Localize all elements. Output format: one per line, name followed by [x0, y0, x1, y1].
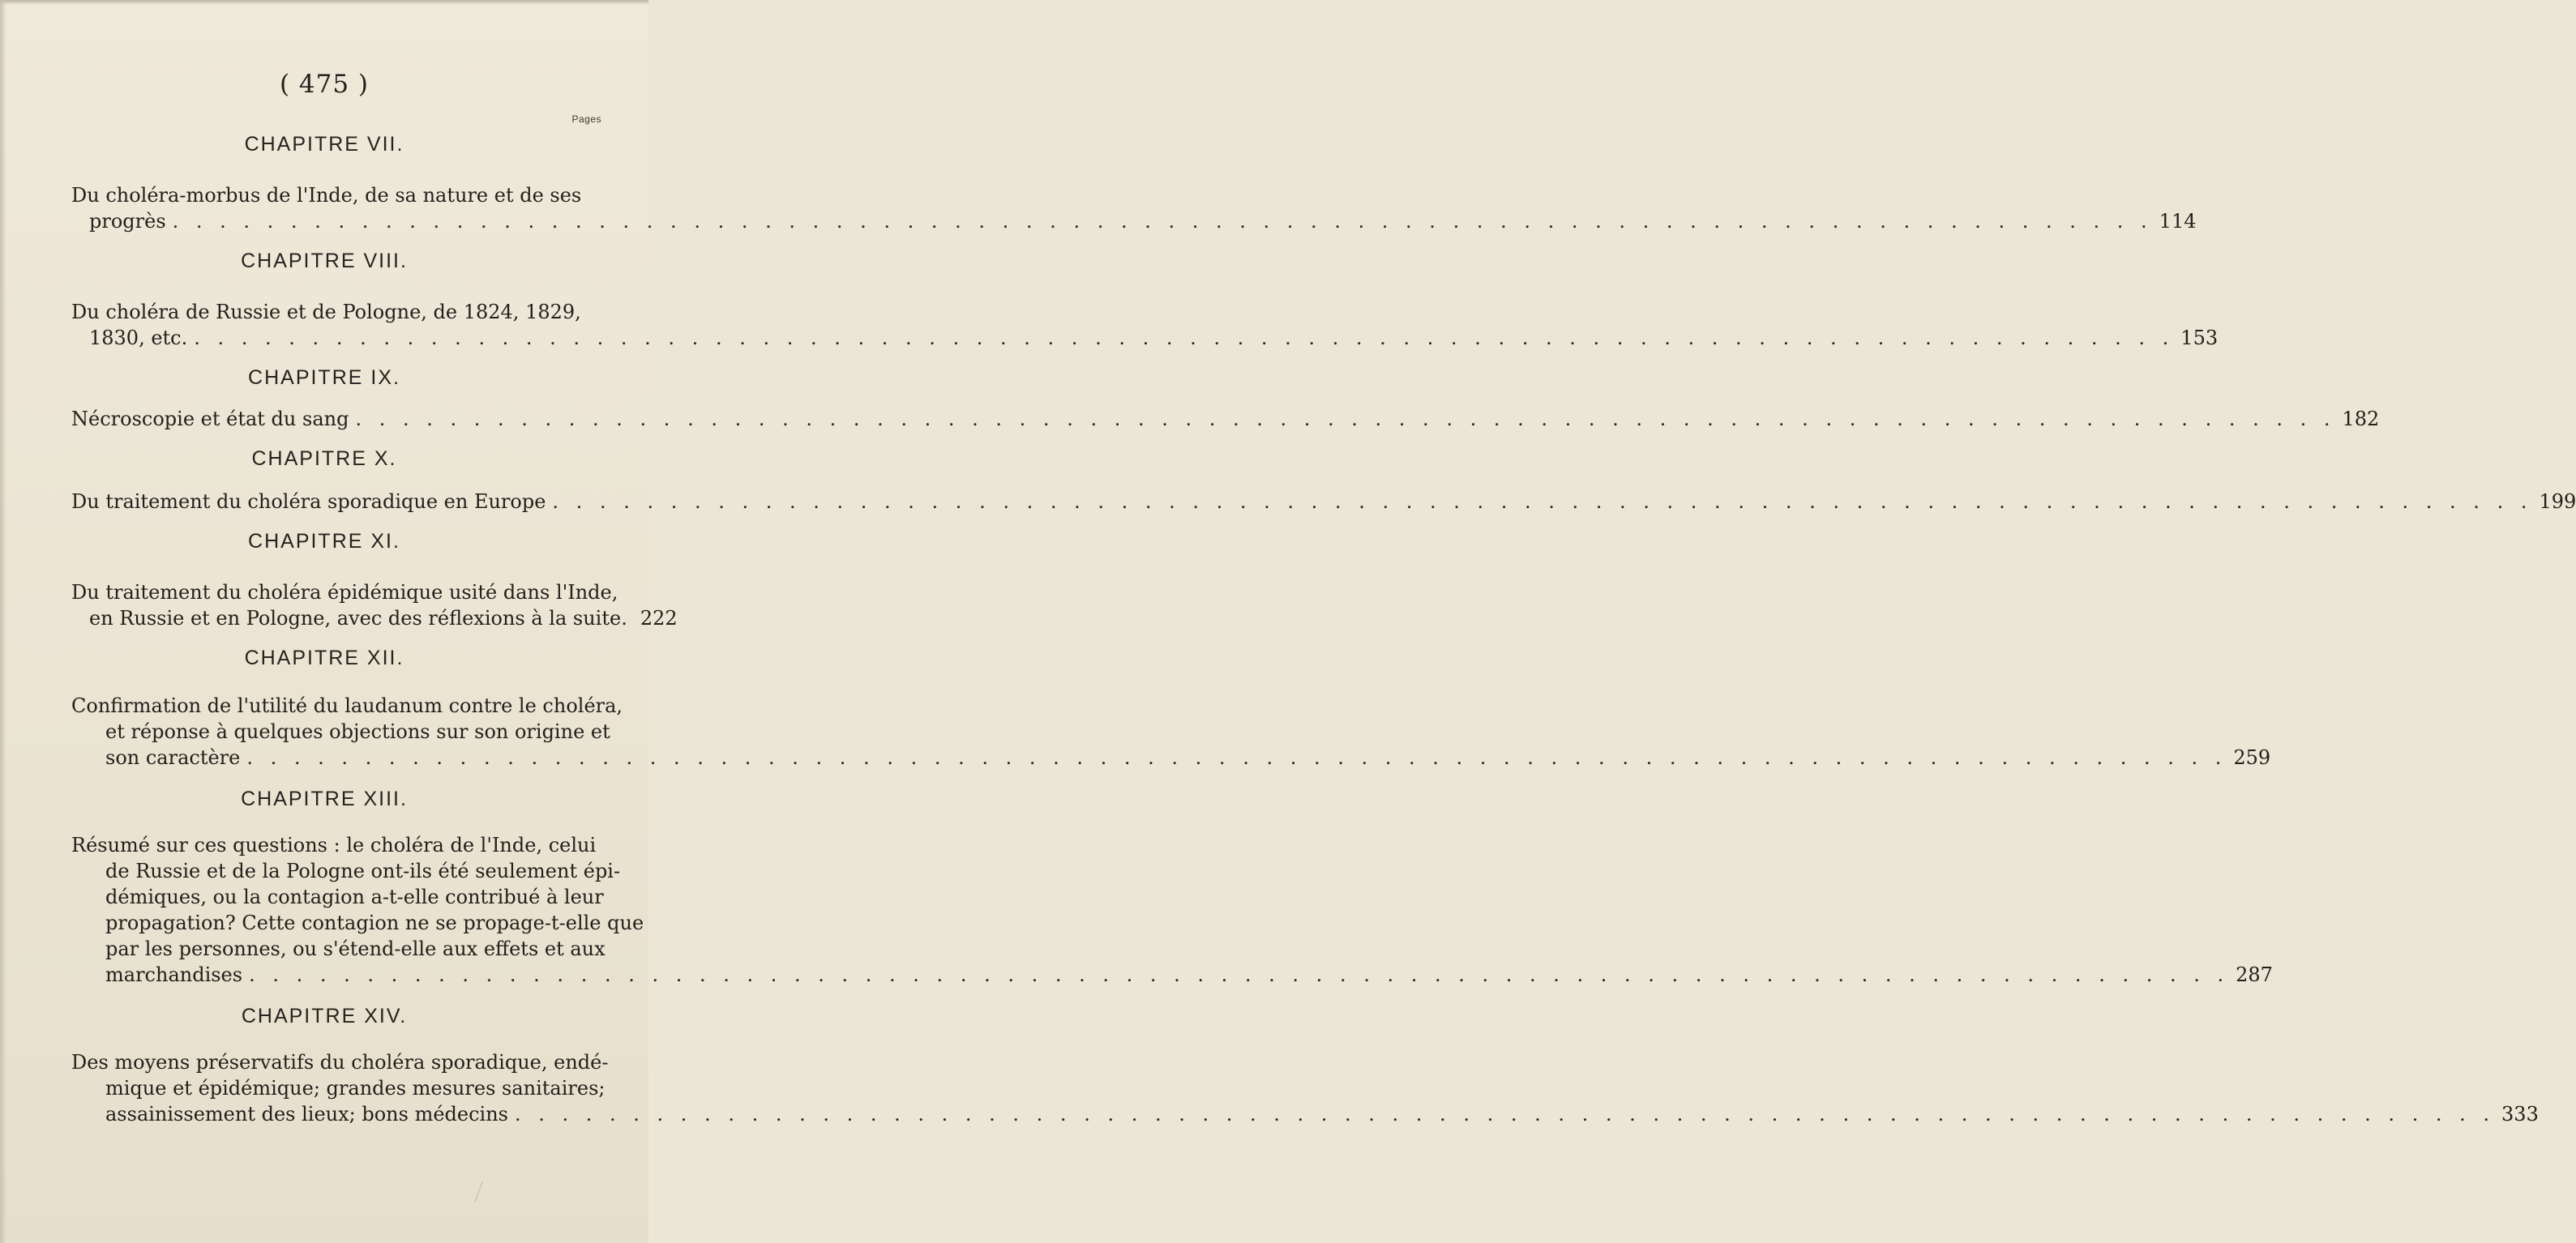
chapter-xii-entry: [105, 745, 2271, 770]
dot-leader: [246, 745, 2227, 770]
dot-leader: [249, 963, 2229, 987]
dot-leader: [515, 1102, 2495, 1126]
chapter-xiv-line-2: mique et épidémique; grandes mesures sanitaires;: [105, 1077, 605, 1100]
chapter-xiii-line-3: démiques, ou la contagion a-t-elle contribué à leur: [105, 886, 604, 908]
chapter-xiii-title: CHAPITRE XIII.: [241, 788, 408, 810]
page-left-edge: [0, 0, 6, 1243]
chapter-xiii-entry: [105, 963, 2273, 987]
chapter-vii-line-1: Du choléra-morbus de l'Inde, de sa nature et de ses: [71, 184, 582, 207]
chapter-xiii-line-2: de Russie et de la Pologne ont-ils été seulement épi-: [105, 860, 621, 882]
chapter-xi-entry: [89, 606, 678, 630]
chapter-xi-line-2: en Russie et en Pologne, avec des réflexions à la suite.: [89, 607, 627, 630]
chapter-xiii-line-1: Résumé sur ces questions : le choléra de l'Inde, celui: [71, 834, 597, 856]
pages-column-label: Pages: [571, 113, 601, 125]
chapter-xiii-line-6: marchandises: [105, 963, 243, 986]
chapter-xii-line-2: et réponse à quelques objections sur son origine et: [105, 720, 610, 743]
chapter-x-title: CHAPITRE X.: [251, 447, 397, 470]
page-number-header: ( 475 ): [279, 70, 370, 99]
chapter-xi-page: 222: [640, 607, 678, 630]
chapter-xi-line-1: Du traitement du choléra épidémique usité dans l'Inde,: [71, 581, 618, 604]
chapter-ix-line-1: Nécroscopie et état du sang: [71, 408, 349, 430]
paper-mark: [474, 1181, 494, 1202]
chapter-vii-page: 114: [2159, 210, 2197, 233]
page-top-edge: [0, 0, 648, 5]
chapter-x-line-1: Du traitement du choléra sporadique en Europe: [71, 490, 546, 513]
chapter-xiii-line-5: par les personnes, ou s'étend-elle aux effets et aux: [105, 938, 605, 960]
chapter-xiv-line-3: assainissement des lieux; bons médecins: [105, 1103, 508, 1126]
chapter-x-page: 199: [2539, 490, 2576, 513]
chapter-xiv-entry: [105, 1102, 2539, 1126]
chapter-xii-title: CHAPITRE XII.: [244, 647, 404, 669]
chapter-xiv-title: CHAPITRE XIV.: [241, 1005, 408, 1027]
chapter-ix-title: CHAPITRE IX.: [248, 366, 400, 389]
dot-leader: [552, 489, 2532, 514]
chapter-x-entry: [71, 489, 2576, 514]
chapter-xii-line-1: Confirmation de l'utilité du laudanum contre le choléra,: [71, 694, 623, 717]
dot-leader: [194, 326, 2174, 350]
chapter-xiv-page: 333: [2501, 1103, 2539, 1126]
chapter-ix-entry: [71, 407, 2380, 431]
dot-leader: [355, 407, 2335, 431]
chapter-vii-entry: [89, 209, 2197, 233]
chapter-xiii-line-4: propagation? Cette contagion ne se propage-t-elle que: [105, 912, 644, 934]
dot-leader: [173, 209, 2153, 233]
chapter-xii-page: 259: [2233, 746, 2271, 769]
chapter-xiii-page: 287: [2236, 963, 2273, 986]
chapter-ix-page: 182: [2342, 408, 2380, 430]
chapter-viii-entry: [89, 326, 2219, 350]
chapter-viii-line-1: Du choléra de Russie et de Pologne, de 1824, 1829,: [71, 301, 581, 323]
chapter-viii-line-2: 1830, etc.: [89, 327, 188, 349]
chapter-xi-title: CHAPITRE XI.: [248, 530, 400, 553]
chapter-viii-title: CHAPITRE VIII.: [241, 250, 408, 272]
chapter-xii-line-3: son caractère: [105, 746, 241, 769]
chapter-vii-title: CHAPITRE VII.: [244, 133, 404, 156]
chapter-xiv-line-1: Des moyens préservatifs du choléra sporadique, endé-: [71, 1051, 609, 1074]
chapter-vii-line-2: progrès: [89, 210, 166, 233]
chapter-viii-page: 153: [2180, 327, 2219, 349]
